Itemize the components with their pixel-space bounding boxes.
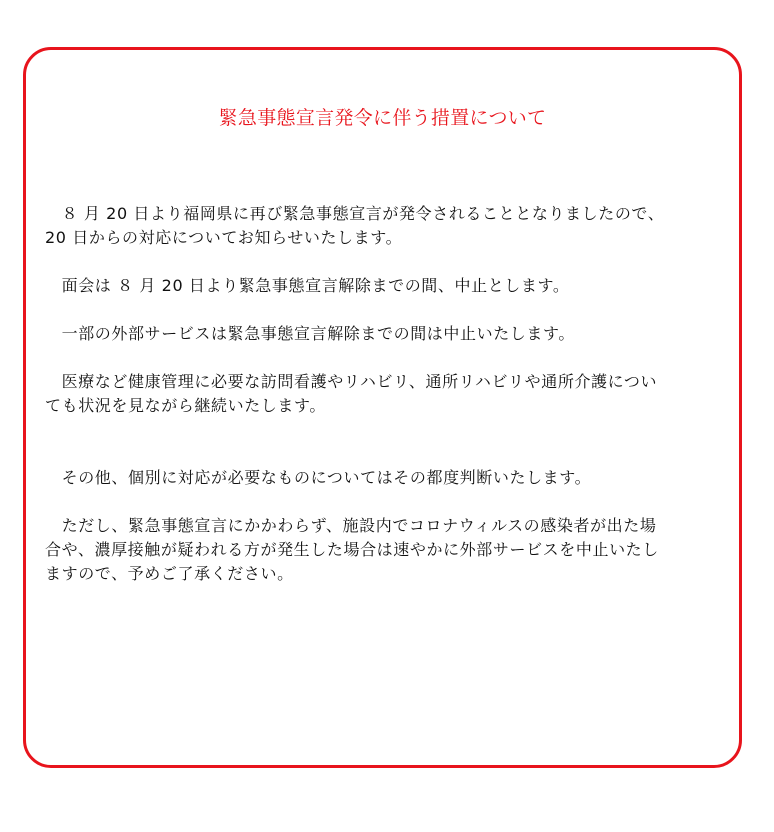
paragraph-line: ８ 月 20 日より福岡県に再び緊急事態宣言が発令されることとなりましたので、 xyxy=(45,204,665,223)
section-spacer xyxy=(45,418,725,466)
notice-body xyxy=(45,202,725,586)
paragraph-line: 医療など健康管理に必要な訪問看護やリハビリ、通所リハビリや通所介護につい xyxy=(45,372,658,391)
paragraph-line: 面会は ８ 月 20 日より緊急事態宣言解除までの間、中止とします。 xyxy=(45,276,570,295)
paragraph-infection-caveat xyxy=(45,514,725,586)
paragraph-visits xyxy=(45,274,725,298)
paragraph-line: 合や、濃厚接触が疑われる方が発生した場合は速やかに外部サービスを中止いたし xyxy=(45,540,659,559)
paragraph-line: その他、個別に対応が必要なものについてはその都度判断いたします。 xyxy=(45,468,592,487)
paragraph-line: 20 日からの対応についてお知らせいたします。 xyxy=(45,228,403,247)
paragraph-medical-care xyxy=(45,370,725,418)
paragraph-individual-cases xyxy=(45,466,725,490)
paragraph-external-services xyxy=(45,322,725,346)
paragraph-line: ただし、緊急事態宣言にかかわらず、施設内でコロナウィルスの感染者が出た場 xyxy=(45,516,657,535)
notice-title: 緊急事態宣言発令に伴う措置について xyxy=(218,107,547,129)
paragraph-announcement xyxy=(45,202,725,250)
paragraph-line: ますので、予めご了承ください。 xyxy=(45,564,294,583)
paragraph-line: ても状況を見ながら継続いたします。 xyxy=(45,396,326,415)
notice-frame xyxy=(23,47,742,768)
paragraph-line: 一部の外部サービスは緊急事態宣言解除までの間は中止いたします。 xyxy=(45,324,575,343)
